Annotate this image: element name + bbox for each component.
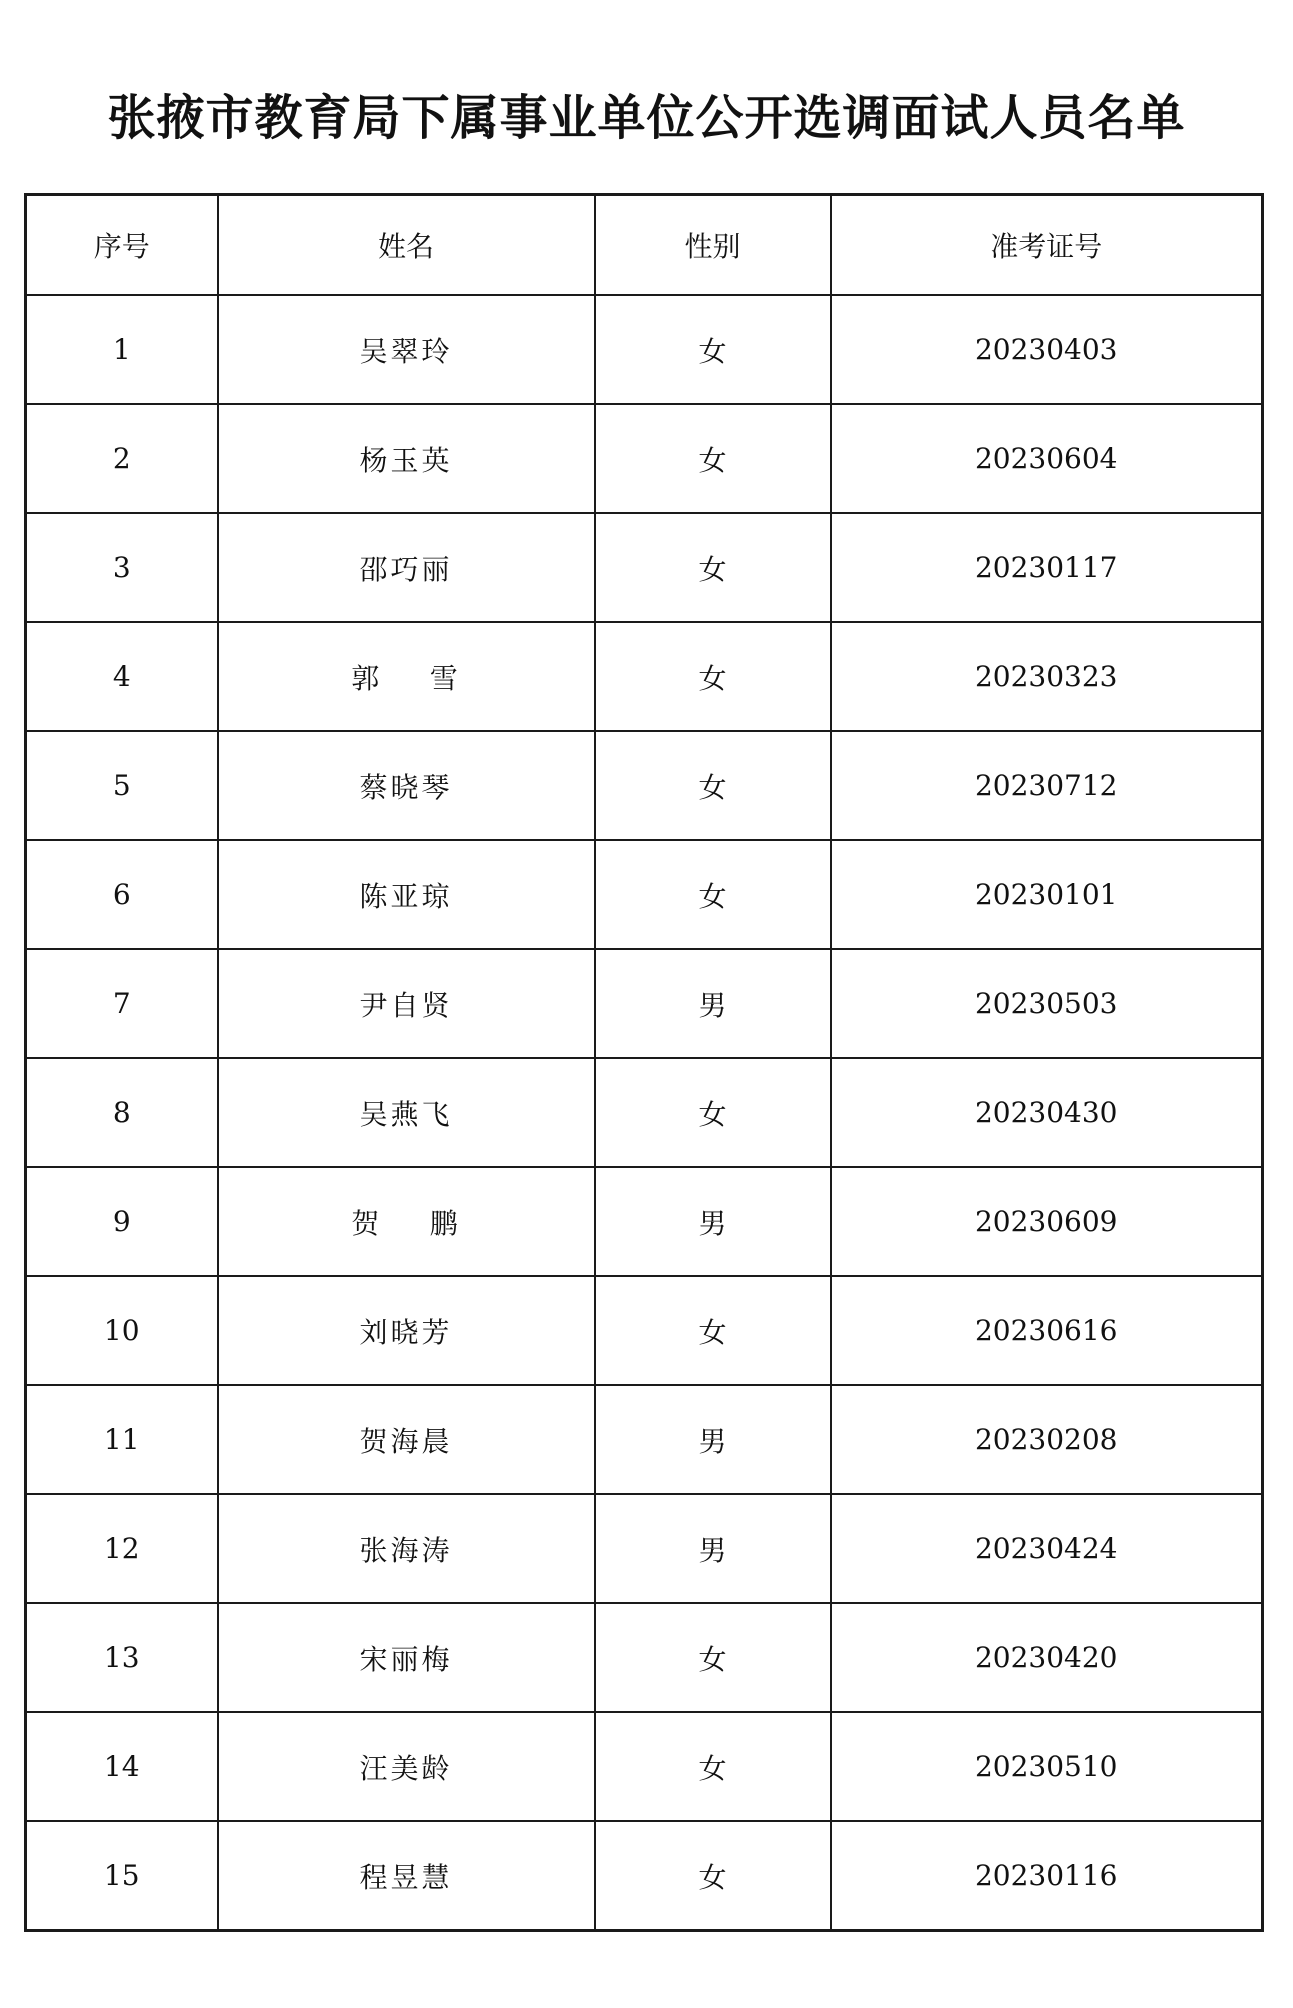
interview-roster-table	[24, 193, 1264, 1932]
cell-gender: 男	[595, 1385, 831, 1494]
cell-name: 蔡晓琴	[218, 731, 595, 840]
cell-gender: 女	[595, 295, 831, 404]
cell-gender: 男	[595, 1494, 831, 1603]
cell-name: 程昱慧	[218, 1821, 595, 1931]
table-row	[26, 1603, 1263, 1712]
cell-exam-id: 20230117	[831, 513, 1263, 622]
cell-gender: 女	[595, 404, 831, 513]
cell-seq: 7	[26, 949, 218, 1058]
cell-exam-id: 20230403	[831, 295, 1263, 404]
cell-seq: 13	[26, 1603, 218, 1712]
cell-name: 郭 雪	[218, 622, 595, 731]
header-seq: 序号	[26, 195, 218, 296]
table-row	[26, 1058, 1263, 1167]
table-row	[26, 1385, 1263, 1494]
cell-gender: 男	[595, 949, 831, 1058]
cell-seq: 6	[26, 840, 218, 949]
cell-gender: 女	[595, 1712, 831, 1821]
cell-gender: 女	[595, 1058, 831, 1167]
table-row	[26, 622, 1263, 731]
cell-seq: 10	[26, 1276, 218, 1385]
cell-seq: 9	[26, 1167, 218, 1276]
cell-exam-id: 20230430	[831, 1058, 1263, 1167]
cell-seq: 5	[26, 731, 218, 840]
table-header	[26, 195, 1263, 296]
table-row	[26, 295, 1263, 404]
table-row	[26, 1276, 1263, 1385]
cell-exam-id: 20230604	[831, 404, 1263, 513]
cell-exam-id: 20230712	[831, 731, 1263, 840]
cell-name: 陈亚琼	[218, 840, 595, 949]
page-title: 张掖市教育局下属事业单位公开选调面试人员名单	[107, 90, 1186, 146]
header-exam-id: 准考证号	[831, 195, 1263, 296]
table-row	[26, 513, 1263, 622]
cell-gender: 女	[595, 513, 831, 622]
cell-name: 尹自贤	[218, 949, 595, 1058]
cell-exam-id: 20230616	[831, 1276, 1263, 1385]
table-row	[26, 1494, 1263, 1603]
cell-name: 宋丽梅	[218, 1603, 595, 1712]
cell-seq: 8	[26, 1058, 218, 1167]
cell-seq: 4	[26, 622, 218, 731]
table-row	[26, 404, 1263, 513]
cell-gender: 女	[595, 1821, 831, 1931]
cell-exam-id: 20230116	[831, 1821, 1263, 1931]
cell-seq: 11	[26, 1385, 218, 1494]
cell-seq: 1	[26, 295, 218, 404]
cell-name: 杨玉英	[218, 404, 595, 513]
cell-exam-id: 20230510	[831, 1712, 1263, 1821]
table-row	[26, 731, 1263, 840]
cell-exam-id: 20230609	[831, 1167, 1263, 1276]
cell-name: 邵巧丽	[218, 513, 595, 622]
cell-name: 贺海晨	[218, 1385, 595, 1494]
cell-seq: 3	[26, 513, 218, 622]
table-row	[26, 1821, 1263, 1931]
cell-seq: 14	[26, 1712, 218, 1821]
cell-gender: 女	[595, 840, 831, 949]
cell-seq: 2	[26, 404, 218, 513]
cell-name: 刘晓芳	[218, 1276, 595, 1385]
table-body	[26, 295, 1263, 1931]
cell-exam-id: 20230208	[831, 1385, 1263, 1494]
cell-exam-id: 20230420	[831, 1603, 1263, 1712]
table-row	[26, 840, 1263, 949]
table-row	[26, 1712, 1263, 1821]
cell-exam-id: 20230101	[831, 840, 1263, 949]
cell-name: 贺 鹏	[218, 1167, 595, 1276]
cell-name: 汪美龄	[218, 1712, 595, 1821]
cell-seq: 12	[26, 1494, 218, 1603]
cell-name: 张海涛	[218, 1494, 595, 1603]
cell-gender: 女	[595, 1276, 831, 1385]
cell-exam-id: 20230323	[831, 622, 1263, 731]
cell-name: 吴翠玲	[218, 295, 595, 404]
table-row	[26, 949, 1263, 1058]
cell-seq: 15	[26, 1821, 218, 1931]
cell-gender: 女	[595, 731, 831, 840]
header-row	[26, 195, 1263, 296]
header-gender: 性别	[595, 195, 831, 296]
cell-exam-id: 20230424	[831, 1494, 1263, 1603]
cell-name: 吴燕飞	[218, 1058, 595, 1167]
cell-gender: 女	[595, 1603, 831, 1712]
cell-exam-id: 20230503	[831, 949, 1263, 1058]
cell-gender: 男	[595, 1167, 831, 1276]
cell-gender: 女	[595, 622, 831, 731]
header-name: 姓名	[218, 195, 595, 296]
table-row	[26, 1167, 1263, 1276]
